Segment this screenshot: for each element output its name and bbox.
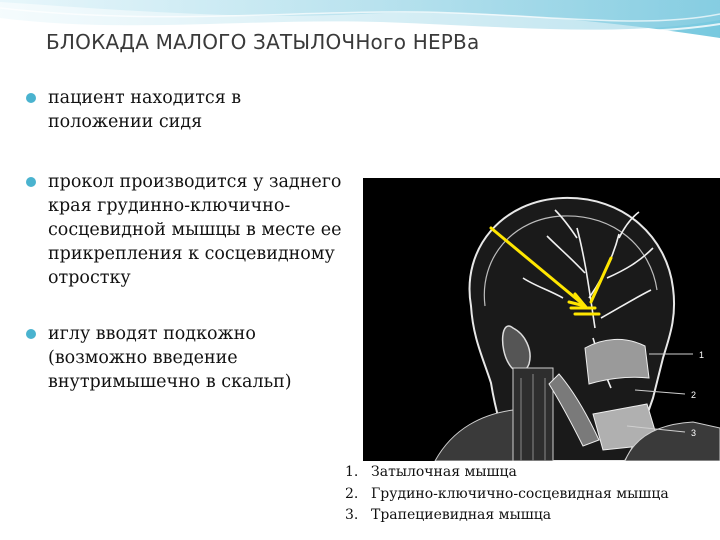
head-neck-anatomy-image (363, 178, 720, 461)
figure-label-3: 3 (691, 428, 697, 438)
caption-text: Затылочная мышца (371, 464, 517, 480)
caption-item (345, 462, 669, 484)
occipital-muscle-shape (585, 339, 649, 384)
figure-caption-list (345, 462, 669, 527)
caption-text: Грудино-ключично-сосцевидная мышца (371, 485, 669, 502)
bullet-dot-icon (26, 329, 36, 339)
slide-title: БЛОКАДА МАЛОГО ЗАТЫЛОЧНого НЕРВа (46, 30, 480, 54)
bullet-text: прокол производится у заднего края грудинно-ключично-сосцевидной мышцы в месте ее прикрепления к сосцевидному отростку (48, 172, 342, 288)
bullet-dot-icon (26, 93, 36, 103)
bullet-text: иглу вводят подкожно (возможно введение внутримышечно в скальп) (48, 324, 292, 392)
anatomy-illustration (363, 178, 720, 461)
caption-text: Трапециевидная мышца (371, 507, 552, 523)
bullet-item-puncture (22, 170, 352, 290)
caption-item (345, 484, 669, 506)
bullet-dot-icon (26, 177, 36, 187)
caption-number: 3. (345, 507, 359, 523)
figure-label-1: 1 (699, 350, 705, 360)
caption-item (345, 505, 669, 527)
caption-number: 1. (345, 464, 359, 480)
bullet-text: пациент находится в положении сидя (48, 88, 242, 132)
figure-label-2: 2 (691, 390, 697, 400)
bullet-item-position (22, 86, 352, 134)
caption-number: 2. (345, 485, 359, 502)
bullet-item-needle (22, 322, 352, 394)
